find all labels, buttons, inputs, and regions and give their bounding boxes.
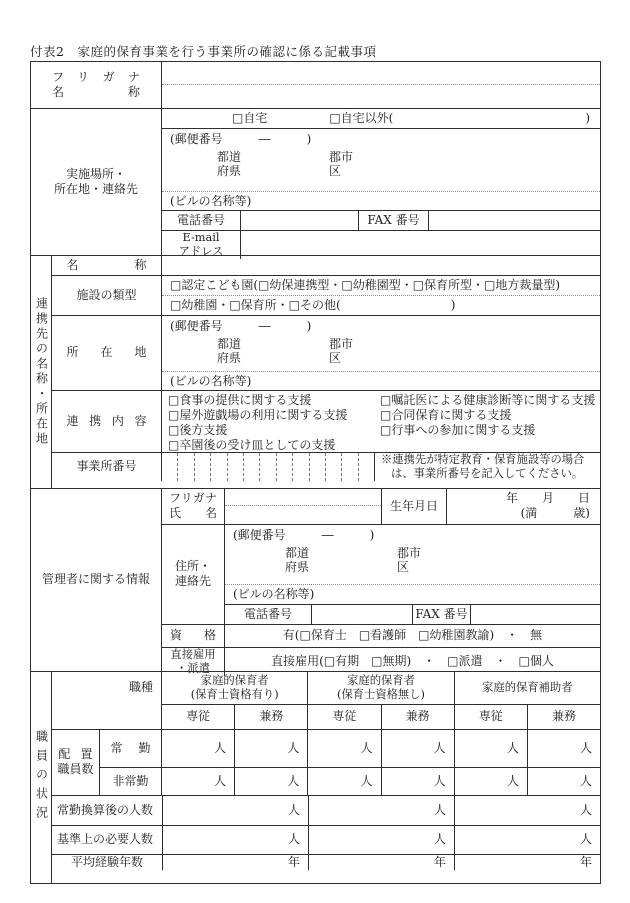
staff-header — [52, 672, 600, 729]
staff-count-cell[interactable]: 人 — [162, 796, 308, 825]
manager-address-block[interactable] — [225, 525, 600, 584]
other-option-close-paren: ) — [585, 110, 590, 125]
other-checkbox-option[interactable]: □自宅以外( — [329, 110, 394, 125]
tel-input[interactable] — [240, 211, 358, 230]
location-address-block[interactable] — [162, 128, 600, 191]
staff-count-cell[interactable]: 人 — [234, 730, 307, 767]
location-email-row — [162, 230, 600, 259]
experience-cell[interactable]: 年 — [454, 855, 600, 870]
staff-count-cell[interactable]: 人 — [162, 826, 308, 854]
partner-type-option2[interactable]: □幼稚園・□保育所・□その他( ) — [162, 295, 600, 315]
facility-name-label-cell — [31, 62, 161, 108]
office-number-label: 事業所番号 — [52, 453, 162, 481]
staff-duty-header-row — [162, 704, 600, 729]
duty-header: 専従 — [454, 705, 527, 729]
staff-group-header: 家庭的保育補助者 — [454, 672, 600, 704]
converted-count-row — [52, 795, 600, 825]
facility-furigana-input[interactable] — [162, 62, 600, 85]
office-number-box[interactable] — [325, 453, 341, 481]
partner-support-options — [162, 391, 600, 452]
staff-count-cell[interactable]: 人 — [234, 768, 307, 795]
partner-pref-city-line — [162, 337, 600, 365]
staff-group-header: 家庭的保育者 (保育士資格無し) — [307, 672, 453, 704]
city-label: 郡市 区 — [397, 545, 422, 574]
location-tel-fax-row — [162, 210, 600, 230]
partner-type-options — [162, 276, 600, 315]
manager-address-label-cell: 住所・ 連絡先 — [162, 525, 225, 624]
partner-section-label: 連携先の名称・所在地 — [34, 296, 49, 447]
manager-name-row — [162, 489, 600, 524]
partner-address-content[interactable] — [162, 316, 600, 390]
staff-count-cell[interactable]: 人 — [308, 826, 454, 854]
partner-office-number-row — [52, 452, 600, 481]
manager-name-input-cell — [225, 489, 382, 524]
location-section-label — [31, 109, 161, 255]
staff-count-cell[interactable]: 人 — [527, 730, 600, 767]
office-number-box[interactable] — [177, 453, 193, 481]
fulltime-row — [100, 730, 600, 767]
staff-group-header: 家庭的保育者 (保育士資格有り) — [190, 673, 279, 701]
staff-table — [51, 672, 600, 883]
facility-name-input-cell — [161, 62, 600, 108]
staff-count-cell[interactable]: 人 — [308, 796, 454, 825]
staff-header-right — [162, 672, 600, 729]
office-number-box[interactable] — [309, 453, 325, 481]
partner-section-row — [31, 255, 600, 488]
office-number-box[interactable] — [162, 453, 177, 481]
location-content — [161, 109, 600, 258]
duty-header: 兼務 — [527, 705, 600, 729]
experience-cell[interactable]: 年 — [308, 855, 454, 870]
location-label-line1: 実施場所・ — [65, 166, 126, 181]
city-label: 郡市 区 — [329, 149, 354, 178]
support-option[interactable]: □卒園後の受け皿としての支援 — [168, 437, 336, 452]
email-input[interactable] — [240, 231, 600, 259]
location-pref-city-line — [162, 150, 600, 178]
support-options-left — [168, 393, 380, 452]
birth-date-input[interactable]: 年 月 日 (満 歳) — [505, 491, 590, 521]
office-number-box[interactable] — [259, 453, 275, 481]
office-number-box[interactable] — [227, 453, 243, 481]
partner-address-block — [162, 316, 600, 371]
fax-input[interactable] — [470, 605, 600, 624]
manager-content — [161, 489, 600, 675]
staff-count-cell[interactable]: 人 — [307, 768, 380, 795]
parttime-row — [100, 767, 600, 795]
partner-type-row — [52, 275, 600, 315]
email-label: E-mail アドレス — [178, 230, 224, 258]
qualification-label-cell — [162, 625, 225, 647]
role-header-cell — [52, 672, 162, 729]
tel-label: 電話番号 — [243, 606, 292, 621]
employment-options[interactable]: 直接雇用(□有期 □無期) ・ □派遣 ・ □個人 — [271, 654, 554, 669]
converted-count-label: 常勤換算後の人数 — [57, 802, 154, 817]
office-number-boxes — [162, 453, 375, 481]
manager-furigana-label: フリガナ — [169, 491, 217, 506]
support-options-right — [380, 393, 600, 452]
parttime-label: 非常勤 — [112, 773, 149, 788]
support-option[interactable]: □嘱託医による健康診断等に関する支援 — [380, 392, 596, 407]
manager-name-label-cell — [162, 489, 225, 524]
form-table — [30, 61, 601, 884]
manager-building-row[interactable]: (ビルの名称等) — [225, 584, 600, 604]
office-number-box[interactable] — [194, 453, 210, 481]
partner-building-row[interactable]: (ビルの名称等) — [162, 371, 600, 390]
location-building-row[interactable]: (ビルの名称等) — [162, 191, 600, 210]
support-option[interactable]: □合同保育に関する支援 — [380, 407, 512, 422]
manager-qualification-row — [162, 624, 600, 647]
staff-group-header-row — [162, 672, 600, 704]
employment-label-cell: 直接雇用 ・派遣 — [162, 648, 225, 676]
tel-label: 電話番号 — [176, 212, 225, 227]
manager-address-row — [162, 524, 600, 624]
birth-date-label: 生年月日 — [382, 489, 447, 524]
facility-name-input[interactable] — [162, 85, 600, 108]
prefecture-label: 都道 府県 — [285, 545, 310, 574]
form-title: 付表2 家庭的保育事業を行う事業所の確認に係る記載事項 — [30, 44, 377, 59]
partner-address-row — [52, 315, 600, 390]
partner-address-label: 所在地 — [66, 345, 147, 360]
partner-type-label: 施設の類型 — [52, 276, 162, 315]
staff-count-cell[interactable]: 人 — [381, 768, 454, 795]
fulltime-label-cell — [100, 730, 161, 767]
manager-tel-fax-row — [225, 604, 600, 624]
office-number-box[interactable] — [341, 453, 357, 481]
manager-postal-label: (郵便番号 ― ) — [233, 527, 375, 542]
partner-name-label-cell — [52, 256, 162, 275]
facility-name-label: 名称 — [52, 84, 140, 99]
support-option[interactable]: □後方支援 — [168, 422, 228, 437]
facility-furigana-label: フリガナ — [52, 69, 140, 84]
facility-name-row — [31, 62, 600, 108]
staff-count-cell[interactable]: 人 — [454, 796, 600, 825]
staff-section-row — [31, 671, 600, 883]
city-label: 郡市 区 — [329, 336, 354, 365]
home-checkbox-option[interactable]: □自宅 — [232, 110, 268, 125]
office-number-box[interactable] — [210, 453, 226, 481]
location-section-row — [31, 108, 600, 258]
duty-header: 兼務 — [234, 705, 307, 729]
fulltime-label: 常勤 — [110, 740, 151, 755]
partner-type-option1[interactable]: □認定こども園(□幼保連携型・□幼稚園型・□保育所型・□地方裁量型) — [170, 277, 561, 292]
staff-section-label: 職員の状況 — [34, 729, 49, 825]
prefecture-label: 都道 府県 — [217, 336, 242, 365]
home-or-other-row — [162, 109, 600, 128]
staff-count-cell[interactable]: 人 — [454, 730, 527, 767]
partner-support-label: 連携内容 — [66, 413, 147, 428]
staff-count-cell[interactable]: 人 — [161, 730, 234, 767]
qualification-label: 資格 — [170, 628, 216, 643]
office-number-note: ※連携先が特定教育・保育施設等の場合 は、事業所番号を記入してください。 — [381, 452, 585, 480]
partner-support-row — [52, 390, 600, 452]
manager-address-content — [225, 525, 600, 624]
assigned-staff-rows — [52, 729, 600, 795]
location-label-line2: 所在地・連絡先 — [53, 181, 138, 196]
office-number-box[interactable] — [243, 453, 259, 481]
fax-label: FAX 番号 — [412, 605, 470, 624]
partner-name-input[interactable] — [162, 256, 600, 275]
manager-furigana-input[interactable] — [225, 489, 381, 507]
fax-input[interactable] — [428, 211, 600, 230]
partner-content — [51, 256, 600, 488]
office-number-box[interactable] — [292, 453, 308, 481]
prefecture-label: 都道 府県 — [217, 149, 242, 178]
assigned-staff-label: 配置 職員数 — [52, 730, 100, 795]
support-option[interactable]: □食事の提供に関する支援 — [168, 392, 312, 407]
staff-count-cell[interactable]: 人 — [454, 826, 600, 854]
duty-header: 専従 — [186, 709, 211, 724]
manager-name-input[interactable] — [225, 506, 381, 524]
assigned-staff-right — [100, 730, 600, 795]
tel-input[interactable] — [311, 605, 412, 624]
office-number-box[interactable] — [276, 453, 292, 481]
qualification-options[interactable]: 有(□保育士 □看護師 □幼稚園教諭) ・ 無 — [282, 628, 543, 643]
manager-pref-city-line — [225, 546, 600, 574]
experience-cell[interactable]: 年 — [162, 855, 308, 870]
support-option[interactable]: □行事への参加に関する支援 — [380, 422, 536, 437]
experience-label: 平均経験年数 — [70, 854, 143, 869]
office-number-box[interactable] — [358, 453, 374, 481]
experience-row — [52, 854, 600, 870]
role-header-label: 職種 — [128, 679, 153, 694]
partner-type-option2-close-paren: ) — [450, 297, 456, 312]
manager-section-label: 管理者に関する情報 — [41, 572, 150, 587]
partner-support-label-cell — [52, 391, 162, 452]
manager-section-row — [31, 488, 600, 675]
staff-count-cell[interactable]: 人 — [161, 768, 234, 795]
location-postal-label: (郵便番号 ― ) — [170, 131, 312, 146]
required-count-label: 基準上の必要人数 — [57, 832, 154, 847]
staff-count-cell[interactable]: 人 — [454, 768, 527, 795]
staff-count-cell[interactable]: 人 — [381, 730, 454, 767]
required-count-row — [52, 825, 600, 854]
manager-name-label: 氏名 — [169, 506, 217, 521]
partner-name-label: 名称 — [66, 257, 147, 272]
partner-address-label-cell — [52, 316, 162, 390]
staff-count-cell[interactable]: 人 — [307, 730, 380, 767]
support-option[interactable]: □屋外遊戯場の利用に関する支援 — [168, 407, 348, 422]
fax-label: FAX 番号 — [358, 211, 428, 230]
staff-count-cell[interactable]: 人 — [527, 768, 600, 795]
partner-postal-label: (郵便番号 ― ) — [170, 318, 312, 333]
duty-header: 兼務 — [381, 705, 454, 729]
duty-header: 専従 — [307, 705, 380, 729]
partner-name-row — [52, 256, 600, 275]
